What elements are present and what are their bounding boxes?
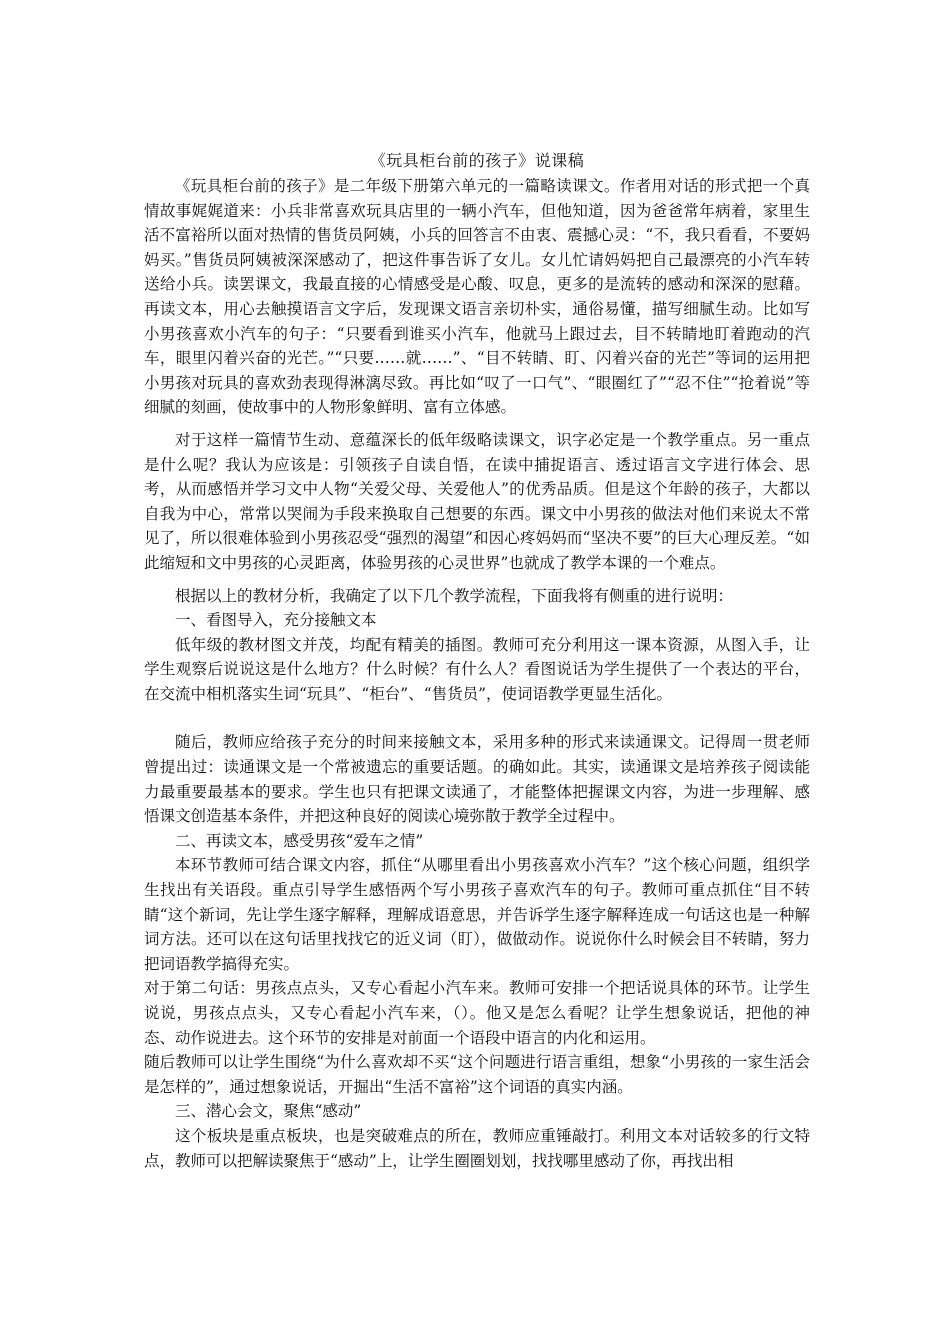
section-heading-3: 三、潜心会文，聚焦“感动” — [175, 1102, 362, 1121]
paragraph-read-through: 随后，教师应给孩子充分的时间来接触文本，采用多种的形式来读通课文。记得周一贯老师曾提出过：读通课文是一个常被遗忘的重要话题。的确如此。其实，读通课文是培养孩子阅读能力最重要最基本的要求。学生也只有把课文读通了，才能整体把握课文内容，为进一步理解、感悟课文创造基本条件，并把这种良好的阅读心境弥散于教学全过程中。 — [144, 733, 810, 826]
paragraph-core-question: 本环节教师可结合课文内容，抓住“从哪里看出小男孩喜欢小汽车？”这个核心问题，组织学生找出有关语段。重点引导学生感悟两个写小男孩子喜欢汽车的句子。教师可重点抓住“目不转睛“这个新词，先让学生逐字解释，理解成语意思，并告诉学生逐字解释连成一句话这也是一种解词方法。还可以在这句话里找找它的近义词（盯），做做动作。说说你什么时候会目不转睛，努力把词语教学搞得充实。 — [144, 856, 810, 973]
blank-line — [144, 706, 810, 730]
paragraph-flow-intro: 根据以上的教材分析，我确定了以下几个教学流程，下面我将有侧重的进行说明： — [175, 586, 734, 605]
paragraph-focus-moved: 这个板块是重点板块，也是突破难点的所在，教师应重锤敲打。利用文本对话较多的行文特点，教师可以把解读聚焦于“感动”上，让学生圈圈划划，找找哪里感动了你，再找出相 — [144, 1126, 810, 1170]
paragraph-intro: 《玩具柜台前的孩子》是二年级下册第六单元的一篇略读课文。作者用对话的形式把一个真情故事娓娓道来：小兵非常喜欢玩具店里的一辆小汽车，但他知道，因为爸爸常年病着，家里生活不富裕所以面对热情的售货员阿姨，小兵的回答言不由衷、震撼心灵：“不，我只看看，不要妈妈买。”售货员阿姨被深深感动了，把这件事告诉了女儿。女儿忙请妈妈把自己最漂亮的小汽车转送给小兵。读罢课文，我最直接的心情感受是心酸、叹息，更多的是流转的感动和深深的慰藉。再读文本，用心去触摸语言文字后，发现课文语言亲切朴实，通俗易懂，描写细腻生动。比如写小男孩喜欢小汽车的句子：“只要看到谁买小汽车，他就马上跟过去，目不转睛地盯着跑动的汽车，眼里闪着兴奋的光芒。”“只要……就……”、“目不转睛、盯、闪着兴奋的光芒”等词的运用把小男孩对玩具的喜欢劲表现得淋漓尽致。再比如“叹了一口气”、“眼圈红了”“忍不住”“抢着说”等细腻的刻画，使故事中的人物形象鲜明、富有立体感。 — [144, 177, 810, 417]
paragraph-gap — [144, 576, 810, 584]
paragraph-picture-intro: 低年级的教材图文并茂，均配有精美的插图。教师可充分利用这一课本资源，从图入手，让学生观察后说说这是什么地方？什么时候？有什么人？看图说话为学生提供了一个表达的平台，在交流中相机落实生词“玩具”、“柜台”、“售货员”，使词语教学更显生活化。 — [144, 635, 810, 703]
paragraph-second-sentence: 对于第二句话：男孩点点头，又专心看起小汽车来。教师可安排一个把话说具体的环节。让学生说说，男孩点点头，又专心看起小汽车来，（）。他又是怎么看呢？让学生想象说话，把他的神态、动作说进去。这个环节的安排是对前面一个语段中语言的内化和运用。 — [144, 979, 810, 1047]
paragraph-reconstruct: 随后教师可以让学生围绕“为什么喜欢却不买“这个问题进行语言重组，想象“小男孩的一家生活会是怎样的”，通过想象说话，开掘出“生活不富裕”这个词语的真实内涵。 — [144, 1053, 810, 1096]
paragraph-key-points: 对于这样一篇情节生动、意蕴深长的低年级略读课文，识字必定是一个教学重点。另一重点是什么呢？我认为应该是：引领孩子自读自悟，在读中捕捉语言、透过语言文字进行体会、思考，从而感悟并学习文中人物“关爱父母、关爱他人”的优秀品质。但是这个年龄的孩子，大都以自我为中心，常常以哭闹为手段来换取自己想要的东西。课文中小男孩的做法对他们来说太不常见了，所以很难体验到小男孩忍受“强烈的渴望”和因心疼妈妈而“坚决不要”的巨大心理反差。“如此缩短和文中男孩的心灵距离，体验男孩的心灵世界”也就成了教学本课的一个难点。 — [144, 430, 810, 572]
section-heading-2: 二、再读文本，感受男孩“爱车之情” — [175, 831, 424, 850]
document-page — [144, 150, 810, 1173]
paragraph-gap — [144, 420, 810, 428]
section-heading-1: 一、看图导入，充分接触文本 — [175, 611, 377, 630]
document-title: 《玩具柜台前的孩子》说课稿 — [369, 151, 585, 170]
